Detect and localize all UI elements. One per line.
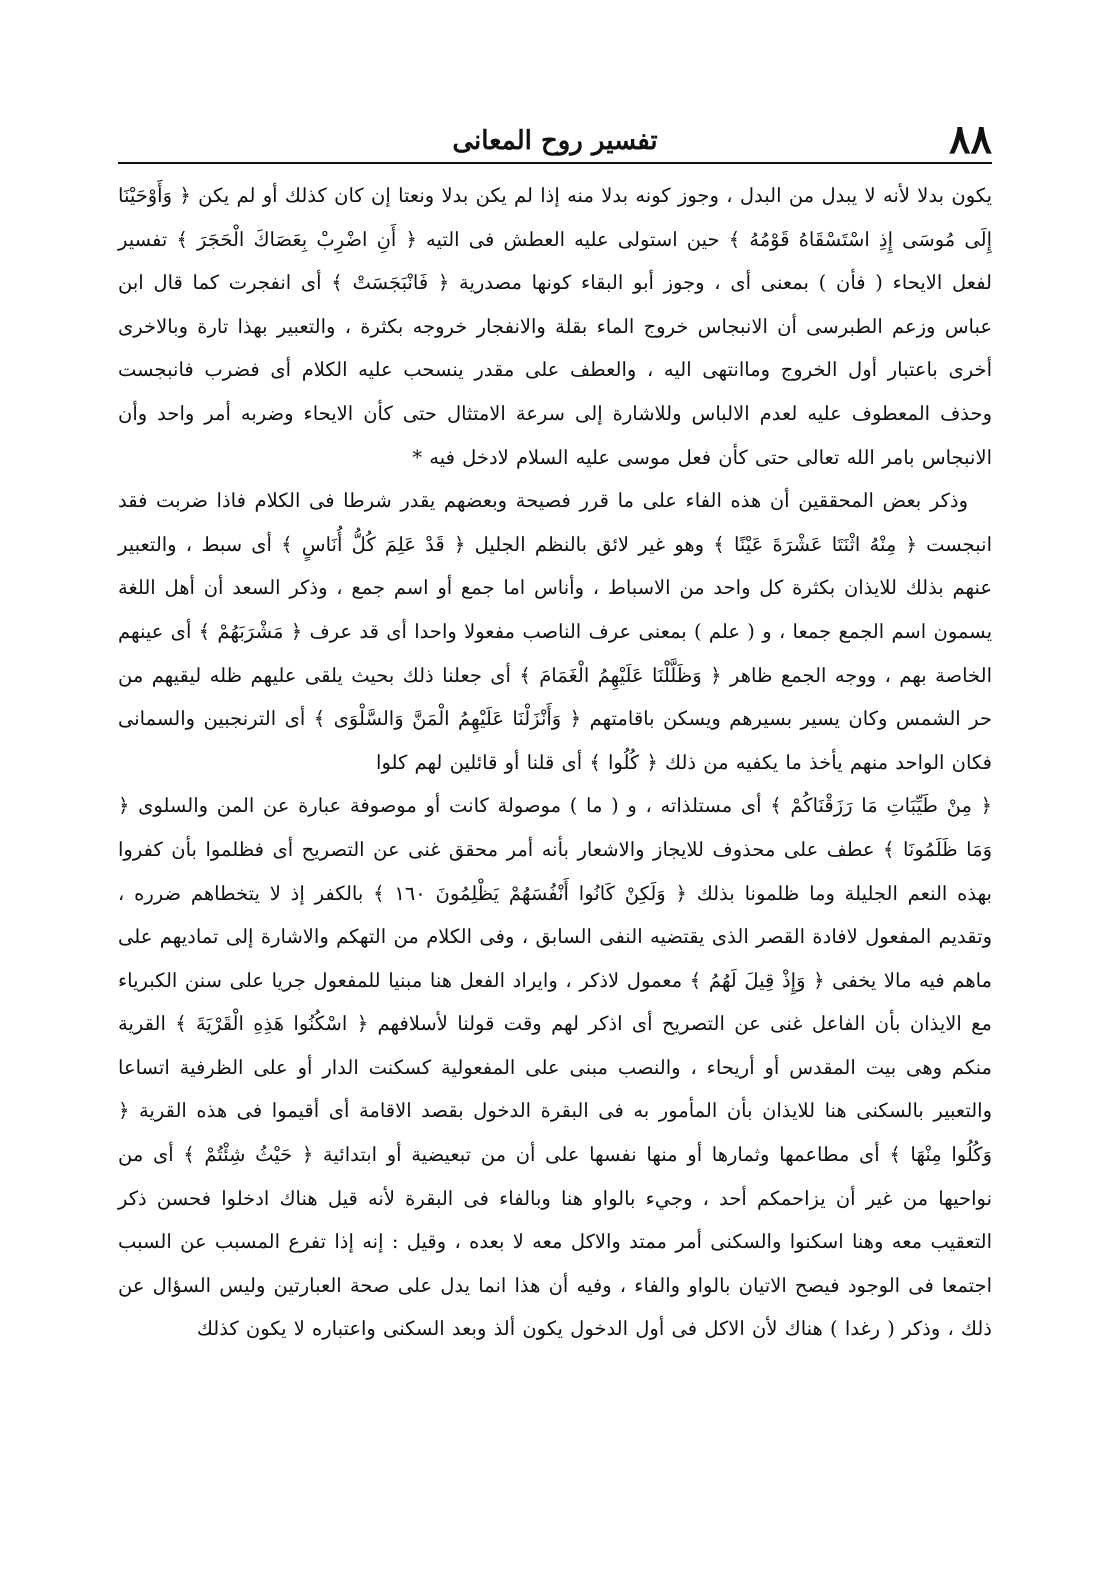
running-title: تفسير روح المعانى [452,126,658,156]
book-page [118,118,992,1518]
body-text [118,174,992,1351]
paragraph: وذكر بعض المحققين أن هذه الفاء على ما قرر فصيحة وبعضهم يقدر شرطا فى الكلام فاذا ضربت فقد انبجست ﴿ مِنْهُ اثْنَتَا عَشْرَةَ عَيْنًا ﴾ وهو غير لائق بالنظم الجليل ﴿ قَدْ عَلِمَ كُلُّ أُنَاسٍ ﴾ أى سبط ، والتعبير عنهم بذلك للايذان بكثرة كل واحد من الاسباط ، وأناس اما جمع أو اسم جمع ، وذكر السعد أن أهل اللغة يسمون اسم الجمع جمعا ، و ( علم ) بمعنى عرف الناصب مفعولا واحدا أى قد عرف ﴿ مَشْرَبَهُمْ ﴾ أى عينهم الخاصة بهم ، ووجه الجمع ظاهر ﴿ وَظَلَّلْنَا عَلَيْهِمُ الْغَمَامَ ﴾ أى جعلنا ذلك بحيث يلقى عليهم ظله ليقيهم من حر الشمس وكان يسير بسيرهم ويسكن باقامتهم ﴿ وَأَنْزَلْنَا عَلَيْهِمُ الْمَنَّ وَالسَّلْوَى ﴾ أى الترنجبين والسمانى فكان الواحد منهم يأخذ ما يكفيه من ذلك ﴿ كُلُوا ﴾ أى قلنا أو قائلين لهم كلوا [118,489,992,774]
page-header [118,118,992,164]
page-number: ٨٨ [949,116,992,163]
paragraph: يكون بدلا لأنه لا يبدل من البدل ، وجوز كونه بدلا منه إذا لم يكن بدلا ونعتا إن كان كذلك أو لم يكن ﴿ وَأَوْحَيْنَا إِلَى مُوسَى إِذِ اسْتَسْقَاهُ قَوْمُهُ ﴾ حين استولى عليه العطش فى التيه ﴿ أَنِ اضْرِبْ بِعَصَاكَ الْحَجَرَ ﴾ تفسير لفعل الايحاء ( فأن ) بمعنى أى ، وجوز أبو البقاء كونها مصدرية ﴿ فَانْبَجَسَتْ ﴾ أى انفجرت كما قال ابن عباس وزعم الطبرسى أن الانبجاس خروج الماء بقلة والانفجار خروجه بكثرة ، والتعبير بهذا تارة وبالاخرى أخرى باعتبار أول الخروج وماانتهى اليه ، والعطف على مقدر ينسحب عليه الكلام أى فضرب فانبجست وحذف المعطوف عليه لعدم الالباس وللاشارة إلى سرعة الامتثال حتى كأن الايحاء وضربه أمر واحد وأن الانبجاس بامر الله تعالى حتى كأن فعل موسى عليه السلام لادخل فيه * [118,184,992,469]
paragraph: ﴿ مِنْ طَيِّبَاتِ مَا رَزَقْنَاكُمْ ﴾ أى مستلذاته ، و ( ما ) موصولة كانت أو موصوفة عبارة عن المن والسلوى ﴿ وَمَا ظَلَمُونَا ﴾ عطف على محذوف للايجاز والاشعار بأنه أمر محقق غنى عن التصريح أى فظلموا بأن كفروا بهذه النعم الجليلة وما ظلمونا بذلك ﴿ وَلَكِنْ كَانُوا أَنْفُسَهُمْ يَظْلِمُونَ ١٦٠ ﴾ بالكفر إذ لا يتخطاهم ضرره ، وتقديم المفعول لافادة القصر الذى يقتضيه النفى السابق ، وفى الكلام من التهكم والاشارة إلى تماديهم على ماهم فيه مالا يخفى ﴿ وَإِذْ قِيلَ لَهُمُ ﴾ معمول لاذكر ، وايراد الفعل هنا مبنيا للمفعول جريا على سنن الكبرياء مع الايذان بأن الفاعل غنى عن التصريح أى اذكر لهم وقت قولنا لأسلافهم ﴿ اسْكُنُوا هَذِهِ الْقَرْيَةَ ﴾ القرية منكم وهى بيت المقدس أو أريحاء ، والنصب مبنى على المفعولية كسكنت الدار أو على الظرفية اتساعا والتعبير بالسكنى هنا للايذان بأن المأمور به فى البقرة الدخول بقصد الاقامة أى أقيموا فى هذه القرية ﴿ وَكُلُوا مِنْهَا ﴾ أى مطاعمها وثمارها أو منها نفسها على أن من تبعيضية أو ابتدائية ﴿ حَيْثُ شِئْتُمْ ﴾ أى من نواحيها من غير أن يزاحمكم أحد ، وجيء بالواو هنا وبالفاء فى البقرة لأنه قيل هناك ادخلوا فحسن ذكر التعقيب معه وهنا اسكنوا والسكنى أمر ممتد والاكل معه لا بعده ، وقيل : إنه إذا تفرع المسبب عن السبب اجتمعا فى الوجود فيصح الاتيان بالواو والفاء ، وفيه أن هذا انما يدل على صحة العبارتين وليس السؤال عن ذلك ، وذكر ( رغدا ) هناك لأن الاكل فى أول الدخول يكون ألذ وبعد السكنى واعتباره لا يكون كذلك [118,794,992,1341]
